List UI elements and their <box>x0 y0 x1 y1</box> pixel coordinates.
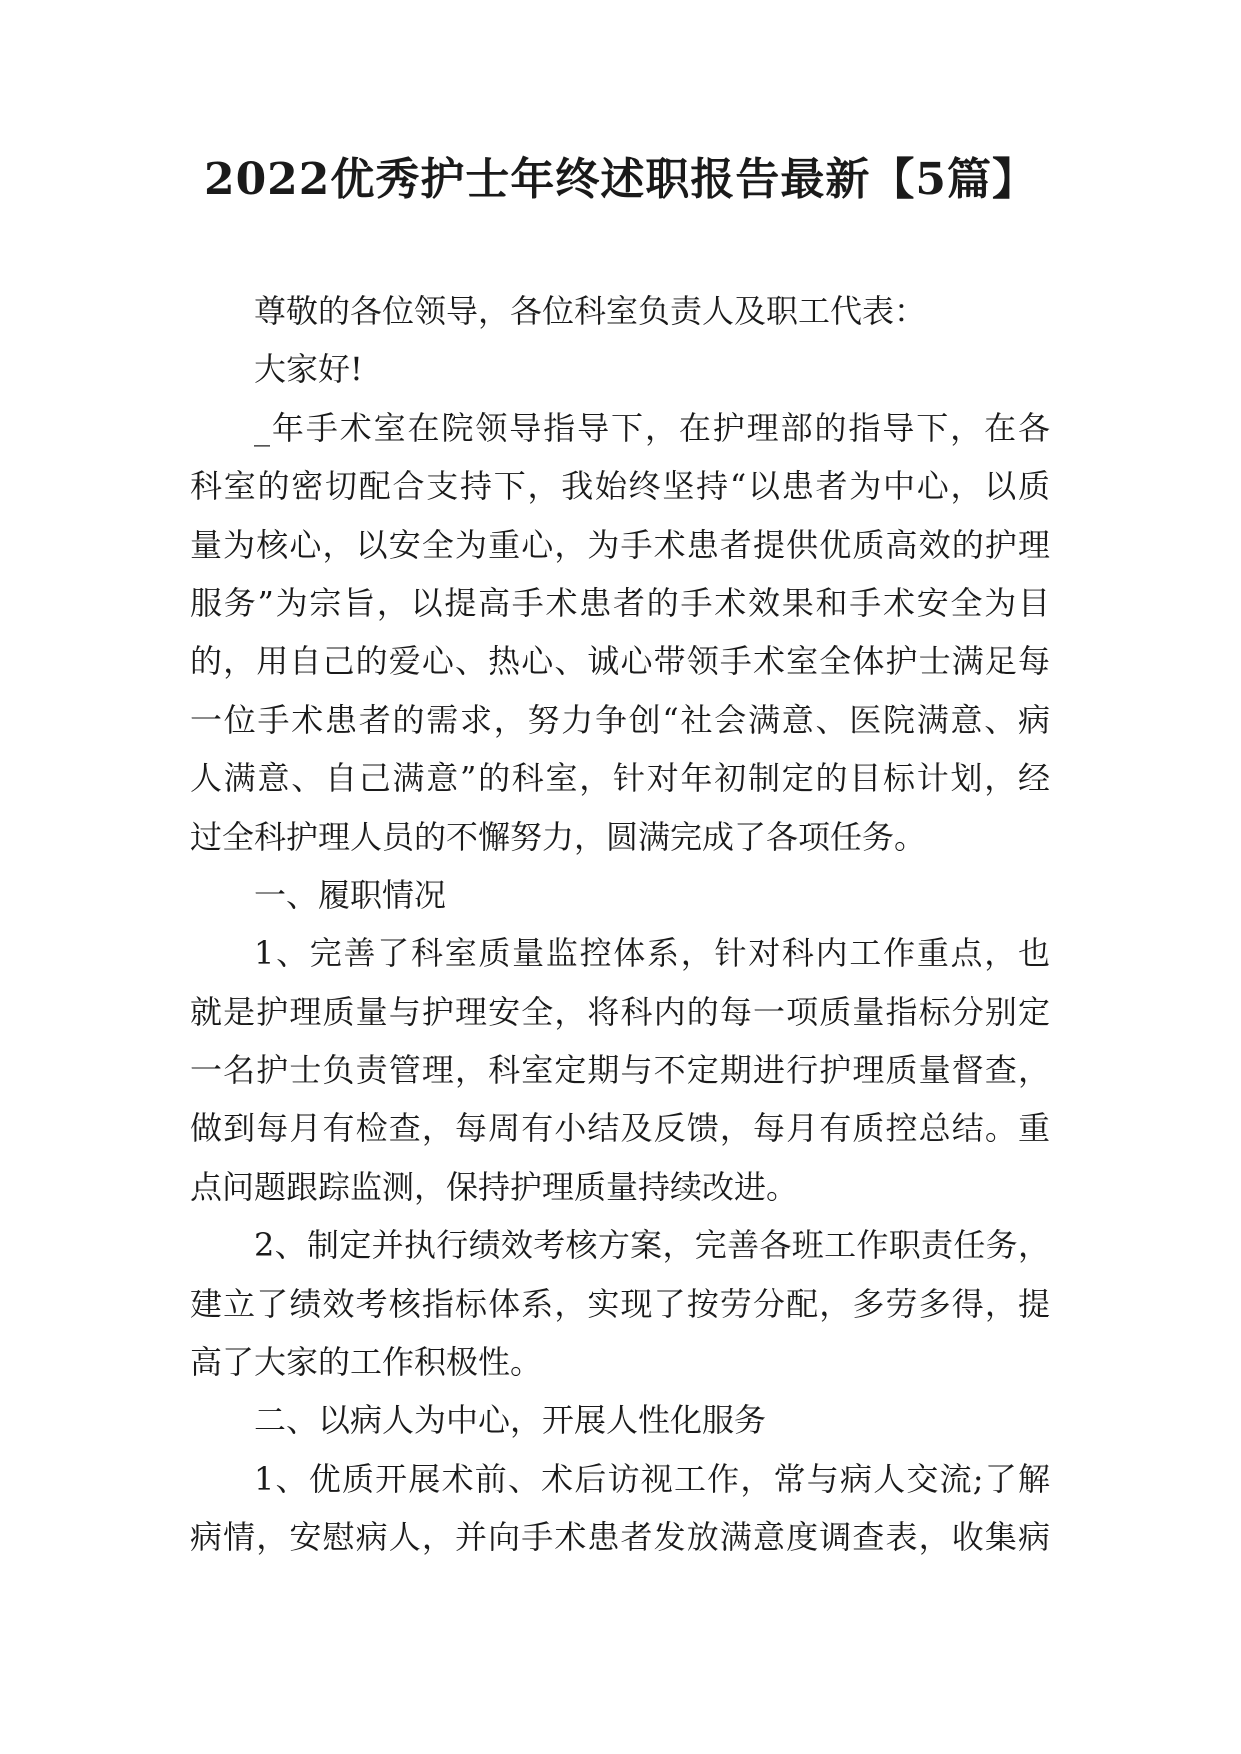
body-text-line: 人满意、自己满意”的科室，针对年初制定的目标计划，经 <box>190 759 1050 798</box>
document-body <box>190 282 1050 1567</box>
body-text-line: 建立了绩效考核指标体系，实现了按劳分配，多劳多得，提 <box>190 1284 1050 1323</box>
body-text-line: 1、完善了科室质量监控体系，针对科内工作重点，也 <box>254 934 1050 973</box>
body-text-line: 一位手术患者的需求，努力争创“社会满意、医院满意、病 <box>190 700 1050 739</box>
body-text-line: 尊敬的各位领导，各位科室负责人及职工代表： <box>254 292 927 330</box>
body-text-line: _年手术室在院领导指导下，在护理部的指导下，在各 <box>254 408 1050 447</box>
body-text-line: 高了大家的工作积极性。 <box>190 1343 543 1382</box>
body-text-line: 科室的密切配合支持下，我始终坚持“以患者为中心，以质 <box>190 467 1050 506</box>
body-text-line: 大家好! <box>254 350 363 389</box>
body-text-line: 服务”为宗旨，以提高手术患者的手术效果和手术安全为目 <box>190 583 1050 622</box>
body-text-line: 做到每月有检查，每周有小结及反馈，每月有质控总结。重 <box>190 1109 1050 1148</box>
body-text-line: 就是护理质量与护理安全，将科内的每一项质量指标分别定 <box>190 992 1050 1031</box>
document-title: 2022优秀护士年终述职报告最新【5篇】 <box>203 154 1038 205</box>
body-text-line: 过全科护理人员的不懈努力，圆满完成了各项任务。 <box>190 817 927 856</box>
body-text-line: 一名护士负责管理，科室定期与不定期进行护理质量督查， <box>190 1051 1050 1090</box>
body-text-line: 二、以病人为中心，开展人性化服务 <box>254 1401 767 1440</box>
body-text-line: 的，用自己的爱心、热心、诚心带领手术室全体护士满足每 <box>190 642 1050 681</box>
body-text-line: 病情，安慰病人，并向手术患者发放满意度调查表，收集病 <box>190 1518 1050 1557</box>
body-text-line: 1、优质开展术前、术后访视工作，常与病人交流;了解 <box>254 1459 1050 1498</box>
body-text-line: 点问题跟踪监测，保持护理质量持续改进。 <box>190 1167 799 1206</box>
body-text-line: 2、制定并执行绩效考核方案，完善各班工作职责任务， <box>254 1226 1050 1265</box>
body-text-line: 一、履职情况 <box>254 875 447 914</box>
body-text-line: 量为核心，以安全为重心，为手术患者提供优质高效的护理 <box>190 525 1050 564</box>
